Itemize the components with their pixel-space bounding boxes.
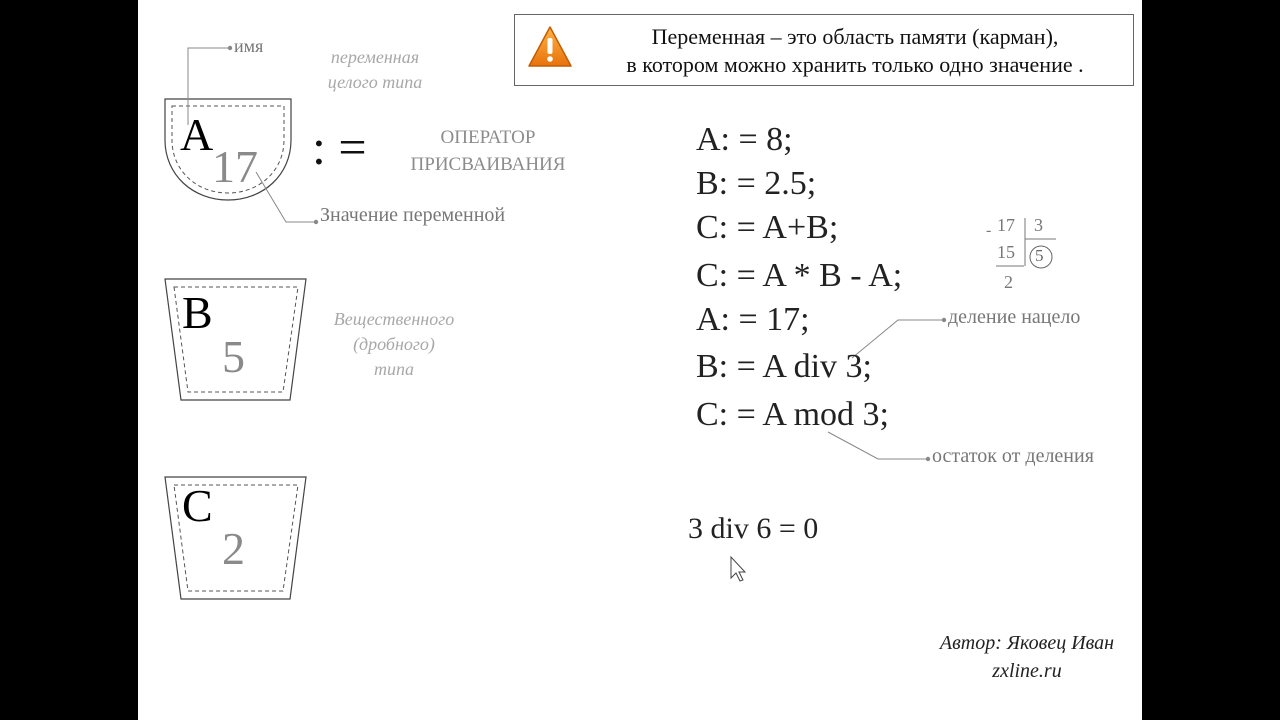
- pocket-c-letter: C: [182, 480, 213, 531]
- code-line-1: A: = 8;: [696, 121, 793, 158]
- code-line-6: B: = A div 3;: [696, 348, 872, 385]
- mouse-cursor-icon: [731, 557, 745, 581]
- value-leader-line: [256, 172, 316, 222]
- int-type-label: переменная целого типа: [327, 47, 423, 92]
- div-annotation: деление нацело: [948, 306, 1081, 328]
- pocket-a-value: 17: [212, 141, 258, 192]
- slide: [138, 0, 1142, 720]
- value-label: Значение переменной: [320, 204, 506, 226]
- pocket-b-letter: B: [182, 287, 213, 338]
- code-line-2: B: = 2.5;: [696, 165, 817, 202]
- mod-annotation: остаток от деления: [932, 445, 1094, 467]
- warning-box: [514, 14, 1134, 86]
- code-line-7: C: = A mod 3;: [696, 396, 889, 433]
- operator-label: ОПЕРАТОР ПРИСВАИВАНИЯ: [410, 127, 566, 175]
- division-remainder: 2: [1004, 272, 1013, 292]
- code-line-5: A: = 17;: [696, 301, 810, 338]
- diagram-graphics: [138, 0, 1142, 720]
- real-type-label: Вещественного (дробного) типа: [333, 309, 455, 379]
- warning-icon: [527, 25, 573, 69]
- div-example: 3 div 6 = 0: [688, 512, 819, 545]
- assign-operator-symbol: : =: [312, 119, 367, 175]
- division-divisor: 3: [1034, 215, 1043, 235]
- pocket-a-letter: A: [180, 109, 214, 160]
- warning-line-1: Переменная – это область памяти (карман),: [651, 24, 1059, 49]
- author-site: zxline.ru: [992, 660, 1062, 682]
- code-line-4: C: = A * B - A;: [696, 257, 903, 294]
- name-label: имя: [234, 36, 264, 56]
- code-line-3: C: = A+B;: [696, 209, 839, 246]
- pocket-c-value: 2: [222, 523, 245, 574]
- division-product: 15: [997, 242, 1015, 262]
- author-name: Автор: Яковец Иван: [939, 632, 1115, 654]
- pocket-b-value: 5: [222, 331, 245, 382]
- division-quotient: 5: [1035, 246, 1044, 265]
- division-dividend: 17: [997, 215, 1015, 235]
- warning-line-2: в котором можно хранить только одно значение .: [626, 52, 1084, 77]
- division-minus: -: [986, 222, 992, 239]
- mod-leader-line: [828, 432, 928, 459]
- warning-text: [585, 23, 1125, 79]
